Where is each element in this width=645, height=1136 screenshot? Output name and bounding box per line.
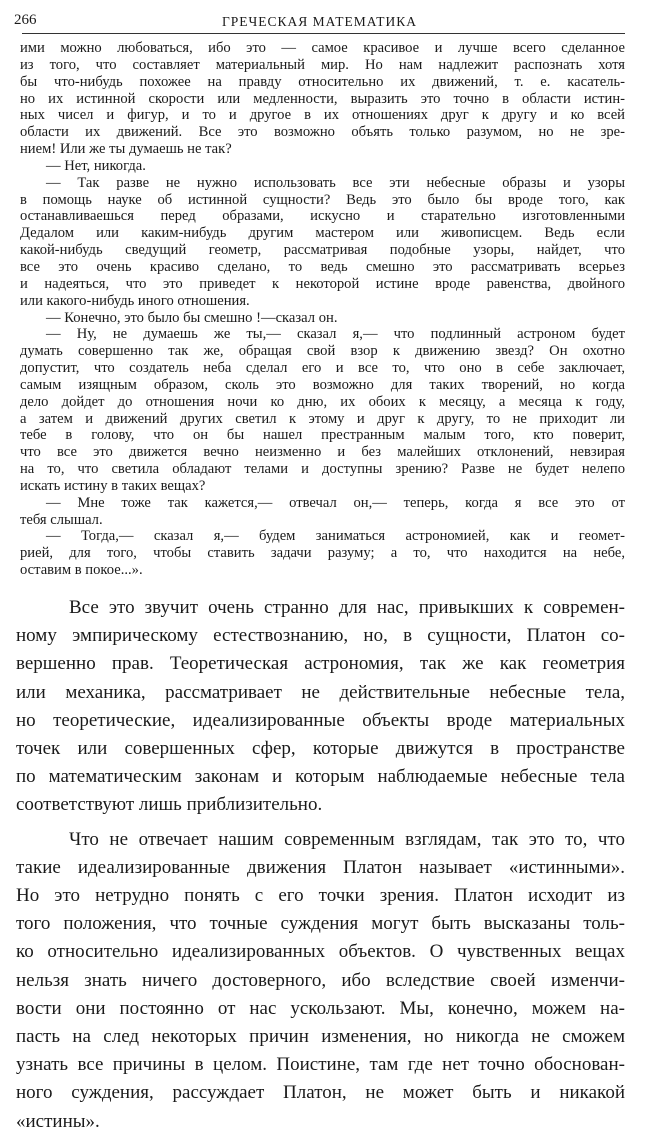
running-title: ГРЕЧЕСКАЯ МАТЕМАТИКА — [221, 14, 418, 29]
paragraph-line: Что не отвечает нашим современным взглядам, так это то, что — [69, 828, 625, 850]
paragraph-line: Все это звучит очень странно для нас, привыкших к современ- — [69, 597, 625, 618]
quote-line: что все это движется вечно неизменно и без малейших отклонений, невзирая — [20, 444, 625, 461]
paragraph-line: точек или совершенных сфер, которые движутся в пространстве — [16, 738, 625, 760]
quote-line: области их движений. Все это возможно объять только разумом, но не зре- — [20, 124, 625, 141]
quote-line: думать совершенно так же, обращая свой взор к движению звезд? Он охотно — [20, 343, 625, 360]
quote-line: ими можно любоваться, ибо это — самое красивое и лучше всего сделанное — [20, 40, 625, 56]
quote-line: оставим в покое...». — [20, 562, 143, 579]
quote-line: допустит, что создатель неба сделал его и все то, что оно в себе заключает, — [20, 360, 625, 377]
page-number: 266 — [14, 12, 37, 28]
paragraph-line: но теоретические, идеализированные объекты вроде материальных — [16, 709, 625, 731]
quote-line: из того, что составляет материальный мир. Но нам надлежит распознать хотя — [20, 56, 625, 73]
paragraph-line: вершенно прав. Теоретическая астрономия, так же как геометрия — [16, 653, 625, 675]
quote-line: — Ну, не думаешь же ты,— сказал я,— что подлинный астроном будет — [46, 326, 625, 343]
quote-line: искать истину в таких вещах? — [20, 477, 206, 494]
quote-line: — Мне тоже так кажется,— отвечал он,— теперь, когда я все это от — [46, 494, 625, 511]
paragraph-line: такие идеализированные движения Платон называет «истинными». — [16, 856, 625, 878]
quote-line: на то, что светила обладают телами и доступны зрению? Разве не будет нелепо — [20, 461, 625, 478]
quote-line: в помощь науке об истинной сущности? Ведь это было бы вроде того, как — [20, 191, 625, 208]
quote-line: дело дойдет до отношения ночи ко дню, их обоих к месяцу, а месяца к году, — [20, 393, 625, 410]
quote-line: — Нет, никогда. — [46, 157, 146, 174]
paragraph-line: по математическим законам и которым наблюдаемые небесные тела — [16, 766, 625, 788]
paragraph — [16, 826, 625, 1136]
paragraph-line: ному эмпирическому естествознанию, но, в сущности, Платон со- — [16, 625, 625, 647]
paragraph-line: вости они постоянно от нас ускользают. Мы, конечно, можем на- — [16, 997, 625, 1019]
quote-line: тебе в голову, что он бы нашел престранным малым того, кто поверит, — [20, 427, 625, 444]
quote-line: все это очень красиво сделано, то ведь смешно это рассматривать всерьез — [20, 258, 625, 275]
paragraph-line: того положения, что точные суждения могут быть высказаны толь- — [16, 913, 625, 935]
quote-line: какой-нибудь сведущий геометр, рассматривая подобные узоры, найдет, что — [20, 242, 625, 259]
quote-line: — Так разве не нужно использовать все эти небесные образы и узоры — [46, 174, 625, 191]
quote-line: рией, для того, чтобы ставить задачи разуму; а то, что находится на небе, — [20, 545, 625, 562]
body-text — [16, 594, 625, 1136]
quote-line: самым изящным образом, сколь это возможно для таких творений, но когда — [20, 376, 625, 393]
quote-line: и надеяться, что это приведет к некоторой истине вроде равенства, двойного — [20, 275, 625, 292]
quote-line: или какого-нибудь иного отношения. — [20, 292, 250, 309]
quote-line: — Конечно, это было бы смешно !—сказал он. — [46, 309, 338, 326]
quote-line: нием! Или же ты думаешь не так? — [20, 141, 232, 158]
quote-line: останавливаешься перед образами, искусно и старательно изготовленными — [20, 208, 625, 225]
paragraph-line: ко относительно идеализированных объектов. О чувственных вещах — [16, 941, 625, 963]
paragraph-line: пасть на след некоторых причин изменения, но никогда не сможем — [16, 1026, 625, 1048]
quote-line: а затем и движений других светил к этому и друг к другу, то не приходит ли — [20, 410, 625, 427]
quote-line: бы что-нибудь похожее на правду относительно их движений, т. е. касатель- — [20, 73, 625, 90]
paragraph-line: соответствуют лишь приблизительно. — [16, 794, 323, 816]
paragraph-line: «истины». — [16, 1110, 100, 1132]
header-rule — [22, 33, 625, 34]
paragraph — [16, 594, 625, 820]
quote-line: ных чисел и фигур, и то и другое в их отношениях друг к другу и ко всей — [20, 107, 625, 124]
quote-line: — Тогда,— сказал я,— будем заниматься астрономией, как и геомет- — [46, 528, 625, 545]
paragraph-line: нельзя знать ничего достоверного, ибо вследствие своей изменчи- — [16, 969, 625, 991]
page-header — [14, 8, 625, 34]
paragraph-line: или механика, рассматривает не действительные небесные тела, — [16, 681, 625, 703]
quote-line: тебя слышал. — [20, 511, 103, 528]
quotation-block — [20, 40, 625, 579]
paragraph-line: ного суждения, рассуждает Платон, не может быть и никакой — [16, 1082, 625, 1104]
paragraph-line: узнать все причины в целом. Поистине, там где нет точно обоснован- — [16, 1054, 625, 1076]
quote-line: Дедалом или каким-нибудь другим мастером или живописцем. Ведь если — [20, 225, 625, 242]
quote-line: но их истинной скорости или медленности, выразить это точно в области истин- — [20, 90, 625, 107]
paragraph-line: Но это нетрудно понять с его точки зрения. Платон исходит из — [16, 885, 625, 907]
